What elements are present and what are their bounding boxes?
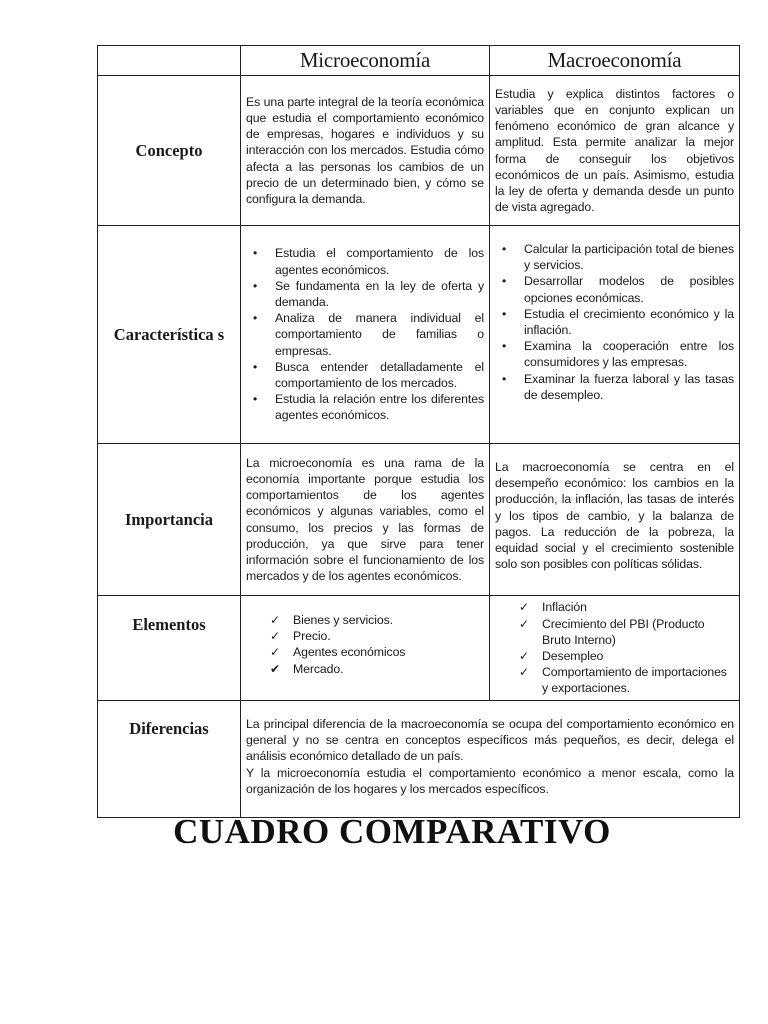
- row-label-caracteristicas-text: Característica s: [113, 324, 225, 344]
- elementos-micro-list: [241, 612, 489, 677]
- list-item: • Calcular la participación total de bienes y servicios.: [490, 241, 739, 273]
- comparison-table: [97, 45, 740, 818]
- caracteristicas-micro-list: [241, 245, 489, 423]
- row-label-importancia: Importancia: [98, 444, 241, 596]
- checkmark-icon: ✓: [519, 616, 529, 631]
- bullet-icon: •: [252, 246, 258, 261]
- column-header-macro: Macroeconomía: [490, 46, 740, 76]
- bullet-icon: •: [501, 242, 507, 256]
- list-item: ✓ Precio.: [270, 629, 331, 644]
- checkmark-icon: ✔: [270, 661, 280, 676]
- bullet-icon: •: [501, 371, 507, 386]
- row-label-elementos: Elementos: [98, 596, 241, 701]
- list-item: ✓ Inflación: [519, 600, 587, 615]
- list-item: • Busca entender detalladamente el comportamiento de los mercados.: [241, 359, 489, 391]
- list-item: • Estudia la relación entre los diferentes agentes económicos.: [241, 391, 489, 423]
- row-label-concepto: Concepto: [98, 76, 241, 226]
- bullet-icon: •: [252, 278, 258, 293]
- row-diferencias: [98, 701, 740, 818]
- diferencias-text-1: La principal diferencia de la macroeconomía se ocupa del comportamiento económico en general y no se centra en conceptos específicos más pequeños, es decir, delega el análisis económico detallado de un país.: [246, 717, 734, 764]
- bullet-icon: •: [501, 274, 507, 289]
- list-item: ✓ Crecimiento del PBI (Producto Bruto Interno): [519, 616, 705, 647]
- checkmark-icon: ✓: [270, 629, 280, 644]
- elementos-macro-list: [490, 599, 739, 696]
- bullet-icon: •: [252, 311, 258, 326]
- bullet-icon: •: [252, 392, 258, 407]
- bullet-icon: •: [501, 339, 507, 354]
- list-item: • Estudia el comportamiento de los agentes económicos.: [241, 245, 489, 277]
- diferencias-text-2: Y la microeconomía estudia el comportamiento económico a menor escala, como la organización de los hogares y los mercados específicos.: [246, 765, 734, 796]
- list-item: • Examinar la fuerza laboral y las tasas de desempleo.: [490, 371, 739, 403]
- row-label-caracteristicas: [98, 226, 241, 444]
- list-item: • Examina la cooperación entre los consumidores y las empresas.: [490, 338, 739, 370]
- checkmark-icon: ✓: [519, 665, 529, 680]
- concepto-micro-text: Es una parte integral de la teoría económica que estudia el comportamiento económico de empresas, hogares e individuos y su interacción con los mercados. Estudia cómo afecta a las personas los cambios de un precio de un determinado bien, y cómo se configura la demanda.: [246, 94, 484, 206]
- list-item: ✓ Comportamiento de importaciones y exportaciones.: [519, 665, 727, 696]
- list-item: • Se fundamenta en la ley de oferta y demanda.: [241, 278, 489, 310]
- row-caracteristicas: [98, 226, 740, 444]
- list-item: • Desarrollar modelos de posibles opciones económicas.: [490, 273, 739, 305]
- page-title: CUADRO COMPARATIVO: [173, 812, 611, 851]
- importancia-macro-text: La macroeconomía se centra en el desempeño económico: los cambios en la producción, la inflación, las tasas de interés y los tipos de cambio, y la balanza de pagos. La reducción de la pobreza, la equidad social y el crecimiento sostenible solo son posibles con políticas sólidas.: [495, 460, 734, 572]
- list-item: • Analiza de manera individual el comportamiento de familias o empresas.: [241, 310, 489, 359]
- checkmark-icon: ✓: [270, 613, 280, 627]
- bullet-icon: •: [252, 359, 258, 374]
- row-concepto: [98, 76, 740, 226]
- importancia-micro-text: La microeconomía es una rama de la economía importante porque estudia los comportamientos de los agentes económicos y algunas variables, como el consumo, los precios y las formas de producción, ya que sirve para tener información sobre el funcionamiento de los mercados y de los agentes económicos.: [246, 455, 484, 584]
- column-header-micro: Microeconomía: [241, 46, 490, 76]
- list-item: ✓ Agentes económicos: [270, 645, 406, 660]
- bullet-icon: •: [501, 306, 507, 321]
- list-item: ✓ Desempleo: [519, 649, 604, 663]
- caracteristicas-macro-list: [490, 241, 739, 403]
- row-label-diferencias: Diferencias: [98, 701, 241, 818]
- corner-cell: [98, 46, 241, 76]
- row-importancia: [98, 444, 740, 596]
- checkmark-icon: ✓: [270, 645, 280, 660]
- list-item: ✔ Mercado.: [270, 661, 344, 676]
- header-row: [98, 46, 740, 76]
- concepto-macro-text: Estudia y explica distintos factores o variables que en conjunto explican un fenómeno económico de gran alcance y amplitud. Esta permite analizar la mejor forma de conseguir los objetivos económicos de un país. Asimismo, estudia la ley de oferta y demanda desde un punto de vista agregado.: [495, 86, 734, 215]
- list-item: ✓ Bienes y servicios.: [270, 613, 393, 627]
- list-item: • Estudia el crecimiento económico y la inflación.: [490, 306, 739, 338]
- row-elementos: [98, 596, 740, 701]
- checkmark-icon: ✓: [519, 600, 529, 615]
- checkmark-icon: ✓: [519, 649, 529, 663]
